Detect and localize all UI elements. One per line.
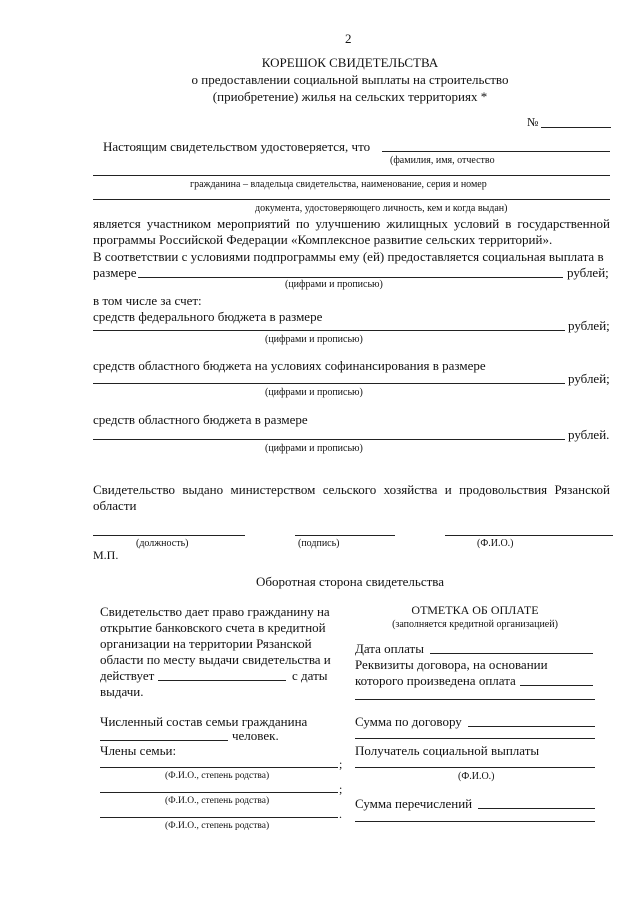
regional-cofin-caption: (цифрами и прописью)	[265, 387, 363, 398]
regional-cofin-field-line	[93, 383, 565, 384]
rights-line-3: организации на территории Рязанской	[100, 636, 312, 651]
recipient-caption: (Ф.И.О.)	[458, 771, 495, 782]
federal-rubles: рублей;	[568, 318, 610, 333]
recipient-field-line	[355, 767, 595, 768]
member-3-caption: (Ф.И.О., степень родства)	[165, 821, 270, 831]
rights-line-1: Свидетельство дает право гражданину на	[100, 604, 330, 619]
document-subtitle-1: о предоставлении социальной выплаты на строительство	[191, 72, 509, 87]
member-1-punct: ;	[339, 757, 343, 771]
regional-cofin-rubles: рублей;	[568, 371, 610, 386]
certify-text: Настоящим свидетельством удостоверяется, что	[103, 139, 371, 154]
valid-label: действует	[100, 668, 155, 683]
transfer-sum-extra-line	[355, 821, 595, 822]
accordance-line-1: В соответствии с условиями подпрограммы ему (ей) предоставляется социальная выплата в	[93, 249, 604, 264]
stamp-label: М.П.	[93, 548, 119, 562]
caption-signature: (подпись)	[298, 538, 340, 549]
caption-name: (фамилия, имя, отчество	[390, 155, 495, 166]
rights-line-4: области по месту выдачи свидетельства и	[100, 652, 331, 667]
issue-label: выдачи.	[100, 684, 144, 699]
contract-sum-extra-line	[355, 738, 595, 739]
page-number: 2	[345, 31, 352, 46]
size-label: размере	[93, 265, 137, 280]
caption-position: (должность)	[136, 538, 189, 549]
rights-line-2: открытие банковского счета в кредитной	[100, 620, 326, 635]
member-2-field-line	[100, 792, 338, 793]
contract-sum-field-line	[468, 726, 595, 727]
caption-amount: (цифрами и прописью)	[285, 279, 383, 290]
number-field-line	[541, 127, 611, 128]
member-2-caption: (Ф.И.О., степень родства)	[165, 796, 270, 806]
including-label: в том числе за счет:	[93, 293, 202, 308]
issued-line-2: области	[93, 498, 137, 513]
family-composition-label: Численный состав семьи гражданина	[100, 714, 308, 729]
holder-field-line	[93, 175, 610, 176]
validity-field-line	[158, 680, 286, 681]
contract-details-line-1: Реквизиты договора, на основании	[355, 657, 548, 672]
member-2-punct: ;	[339, 782, 343, 796]
amount-rubles: рублей;	[567, 265, 609, 280]
from-date-label: с даты	[292, 668, 328, 683]
regional-rubles: рублей.	[568, 427, 610, 442]
signature-field-line	[295, 535, 395, 536]
payment-date-label: Дата оплаты	[355, 641, 424, 656]
transfer-sum-field-line	[478, 808, 595, 809]
regional-label: средств областного бюджета в размере	[93, 412, 308, 427]
federal-field-line	[93, 330, 565, 331]
amount-field-line	[138, 277, 563, 278]
recipient-label: Получатель социальной выплаты	[355, 743, 540, 758]
participant-line-2: программы Российской Федерации «Комплексное развитие сельских территорий».	[93, 232, 553, 247]
transfer-sum-label: Сумма перечислений	[355, 796, 473, 811]
regional-cofin-label: средств областного бюджета на условиях софинансирования в размере	[93, 358, 486, 373]
member-1-field-line	[100, 767, 338, 768]
member-3-field-line	[100, 817, 338, 818]
document-title: КОРЕШОК СВИДЕТЕЛЬСТВА	[261, 55, 439, 70]
fio-field-line	[445, 535, 613, 536]
name-field-line	[382, 151, 610, 152]
regional-field-line	[93, 439, 565, 440]
caption-holder: гражданина – владельца свидетельства, наименование, серия и номер	[190, 179, 487, 190]
number-label: №	[527, 115, 539, 129]
contract-sum-label: Сумма по договору	[355, 714, 462, 729]
family-count-field-line	[100, 740, 228, 741]
member-1-caption: (Ф.И.О., степень родства)	[165, 771, 270, 781]
payment-mark-title: ОТМЕТКА ОБ ОПЛАТЕ	[411, 603, 539, 617]
federal-label: средств федерального бюджета в размере	[93, 309, 323, 324]
payment-mark-subtitle: (заполняется кредитной организацией)	[392, 619, 558, 630]
contract-details-extra-line	[355, 699, 595, 700]
document-subtitle-2: (приобретение) жилья на сельских территориях *	[212, 89, 488, 104]
issued-line-1: Свидетельство выдано министерством сельского хозяйства и продовольствия Рязанской	[93, 482, 610, 497]
document-field-line	[93, 199, 610, 200]
members-label: Члены семьи:	[100, 743, 177, 758]
participant-line-1: является участником мероприятий по улучшению жилищных условий в государственной	[93, 216, 610, 231]
reverse-title: Оборотная сторона свидетельства	[255, 574, 445, 589]
contract-details-line-2: которого произведена оплата	[355, 673, 516, 688]
contract-details-field-line	[520, 685, 593, 686]
member-3-punct: .	[339, 807, 342, 821]
position-field-line	[93, 535, 245, 536]
regional-caption: (цифрами и прописью)	[265, 443, 363, 454]
caption-fio: (Ф.И.О.)	[477, 538, 514, 549]
payment-date-field-line	[430, 653, 593, 654]
people-label: человек.	[232, 728, 279, 743]
federal-caption: (цифрами и прописью)	[265, 334, 363, 345]
caption-document: документа, удостоверяющего личность, кем и когда выдан)	[255, 203, 508, 214]
